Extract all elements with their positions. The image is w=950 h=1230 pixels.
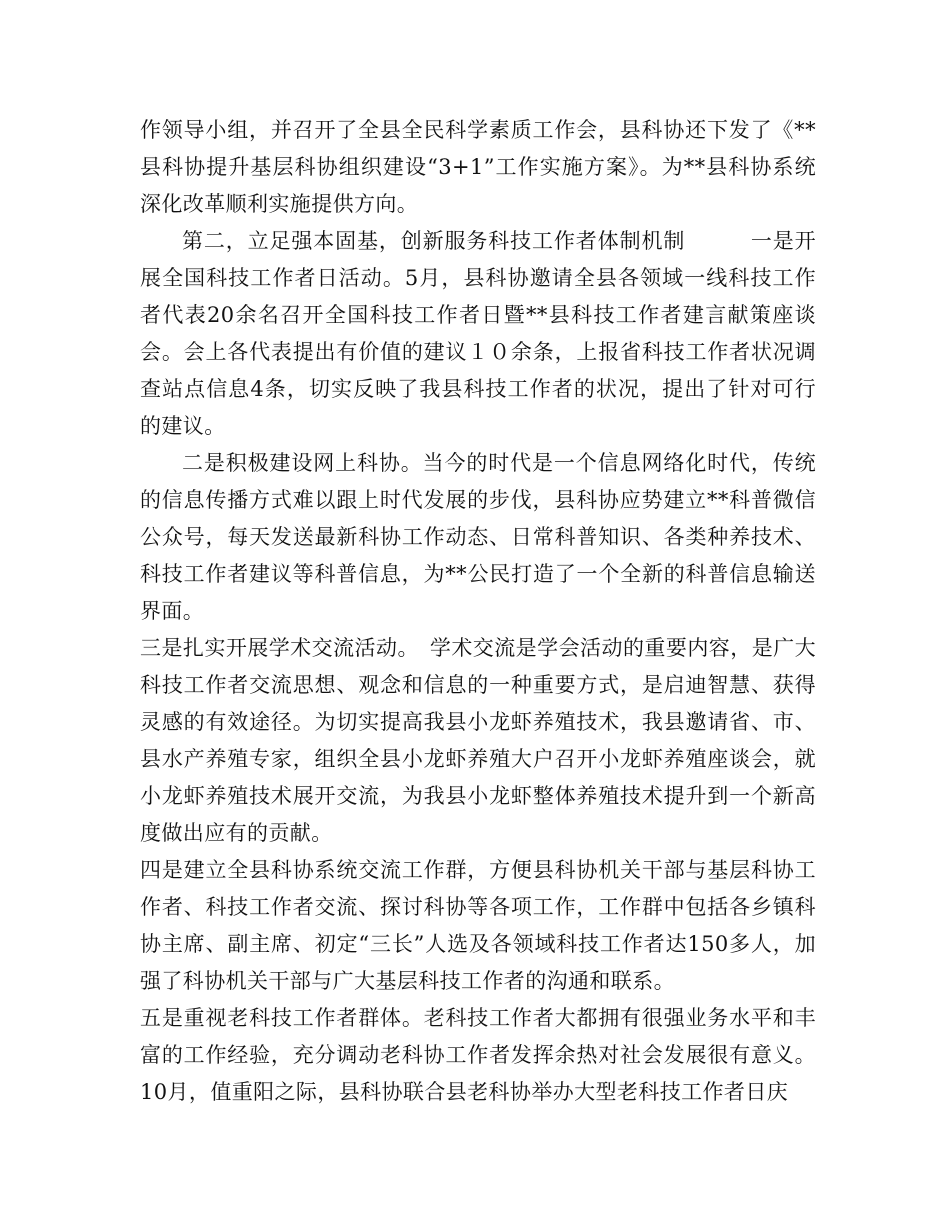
- paragraph-second-section: 第二，立足强本固基，创新服务科技工作者体制机制 一是开展全国科技工作者日活动。5月，县科协邀请全县各领域一线科技工作者代表20余名召开全国科技工作者日暨**县科技工作者建言献策座谈会。会上各代表提出有价值的建议１０余条，上报省科技工作者状况调查站点信息4条，切实反映了我县科技工作者的状况，提出了针对可行的建议。: [140, 229, 816, 438]
- paragraph-academic-exchange: 三是扎实开展学术交流活动。 学术交流是学会活动的重要内容，是广大科技工作者交流思想、观念和信息的一种重要方式，是启迪智慧、获得灵感的有效途径。为切实提高我县小龙虾养殖技术，我县邀请省、市、县水产养殖专家，组织全县小龙虾养殖大户召开小龙虾养殖座谈会，就小龙虾养殖技术展开交流，为我县小龙虾整体养殖技术提升到一个新高度做出应有的贡献。: [140, 636, 816, 845]
- paragraph-work-group: 四是建立全县科协系统交流工作群，方便县科协机关干部与基层科协工作者、科技工作者交流、探讨科协等各项工作，工作群中包括各乡镇科协主席、副主席、初定“三长”人选及各领域科技工作者达150多人，加强了科协机关干部与广大基层科技工作者的沟通和联系。: [140, 858, 816, 993]
- paragraph-senior-workers: 五是重视老科技工作者群体。老科技工作者大都拥有很强业务水平和丰富的工作经验，充分调动老科协工作者发挥余热对社会发展很有意义。10月，值重阳之际，县科协联合县老科协举办大型老科技工作者日庆: [140, 1006, 816, 1104]
- document-body: [140, 112, 816, 1111]
- paragraph-leading-group: 作领导小组，并召开了全县全民科学素质工作会，县科协还下发了《**县科协提升基层科协组织建设“3+1”工作实施方案》。为**县科协系统深化改革顺利实施提供方向。: [140, 118, 816, 216]
- paragraph-online-association: 二是积极建设网上科协。当今的时代是一个信息网络化时代，传统的信息传播方式难以跟上时代发展的步伐，县科协应势建立**科普微信公众号，每天发送最新科协工作动态、日常科普知识、各类种养技术、科技工作者建议等科普信息，为**公民打造了一个全新的科普信息输送界面。: [140, 451, 816, 623]
